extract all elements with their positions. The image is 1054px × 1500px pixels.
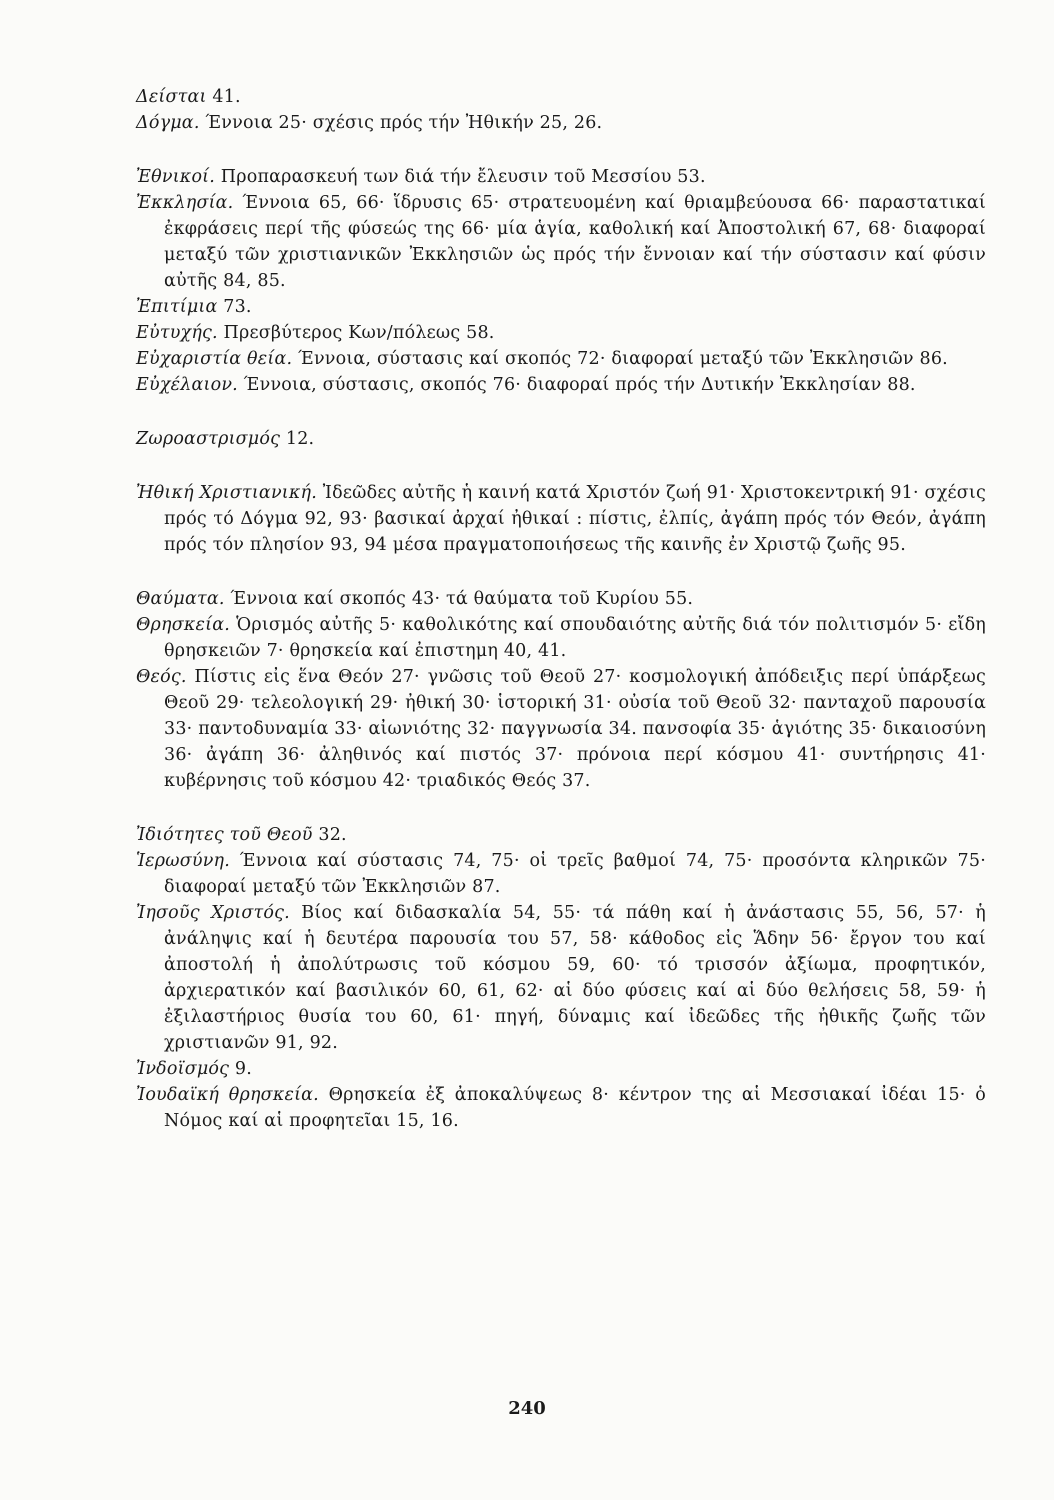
- entry-heading: Θεός.: [136, 667, 187, 687]
- index-entry: [136, 164, 986, 190]
- index-entry: [136, 1082, 986, 1134]
- entry-heading: Ἱερωσύνη.: [136, 851, 230, 871]
- entry-heading: Ἐπιτίμια: [136, 297, 218, 317]
- entry-text: Έννοια 65, 66· ἵδρυσις 65· στρατευομένη καί θριαμβεύουσα 66· παραστατικαί ἐκφράσεις περί τῆς φύσεώς της 66· μία ἁγία, καθολική καί Ἀποστολική 67, 68· διαφοραί μεταξύ τῶν χριστιανικῶν Ἐκκλησιῶν ὡς πρός τήν ἔννοιαν καί τήν σύστασιν καί φύσιν αὐτῆς 84, 85.: [164, 193, 986, 291]
- index-entry: [136, 480, 986, 558]
- entry-text: Θρησκεία ἐξ ἀποκαλύψεως 8· κέντρον της αἱ Μεσσιακαί ἰδέαι 15· ὁ Νόμος καί αἱ προφητεῖαι 15, 16.: [164, 1085, 987, 1131]
- entry-text: Έννοια 25· σχέσις πρός τήν Ἠθικήν 25, 26.: [199, 113, 603, 133]
- entry-heading: Δείσται: [136, 87, 207, 107]
- entry-heading: Θαύματα.: [136, 589, 225, 609]
- index-entry: [136, 1056, 986, 1082]
- entry-text: Πρεσβύτερος Κων/πόλεως 58.: [217, 323, 495, 343]
- entry-text: Ἰδεῶδες αὐτῆς ἡ καινή κατά Χριστόν ζωή 91· Χριστοκεντρική 91· σχέσις πρός τό Δόγμα 92, 93· βασικαί ἀρχαί ἠθικαί : πίστις, ἐλπίς, ἀγάπη πρός τόν Θεόν, ἀγάπη πρός τόν πλησίον 93, 94 μέσα πραγματοποιήσεως τῆς καινῆς ἐν Χριστῷ ζωῆς 95.: [164, 483, 986, 555]
- entry-text: Έννοια, σύστασις, σκοπός 76· διαφοραί πρός τήν Δυτικήν Ἐκκλησίαν 88.: [237, 375, 916, 395]
- entry-text: Έννοια, σύστασις καί σκοπός 72· διαφοραί μεταξύ τῶν Ἐκκλησιῶν 86.: [292, 349, 948, 369]
- index-entry: [136, 822, 986, 848]
- entry-text: 12.: [280, 429, 315, 449]
- entry-heading: Δόγμα.: [136, 113, 200, 133]
- index-entry: [136, 426, 986, 452]
- entry-text: Προπαρασκευή των διά τήν ἔλευσιν τοῦ Μεσσίου 53.: [215, 167, 706, 187]
- entry-text: 41.: [206, 87, 241, 107]
- entry-heading: Εὐχαριστία θεία.: [136, 349, 293, 369]
- index-entry: [136, 294, 986, 320]
- entry-text: 32.: [312, 825, 347, 845]
- entry-heading: Ἰησοῦς Χριστός.: [136, 903, 290, 923]
- entry-heading: Εὐτυχής.: [136, 323, 218, 343]
- entry-text: Ὁρισμός αὐτῆς 5· καθολικότης καί σπουδαιότης αὐτῆς διά τόν πολιτισμόν 5· εἴδη θρησκειῶν 7· θρησκεία καί ἐπιστημη 40, 41.: [164, 615, 986, 661]
- entry-text: 73.: [217, 297, 252, 317]
- index-entry: [136, 612, 986, 664]
- index-entry: [136, 664, 986, 794]
- entry-text: Έννοια καί σύστασις 74, 75· οἱ τρεῖς βαθμοί 74, 75· προσόντα κληρικῶν 75· διαφοραί μεταξύ τῶν Ἐκκλησιῶν 87.: [164, 851, 986, 897]
- index-entries: [136, 84, 986, 1134]
- entry-heading: Ἰνδοϊσμός: [136, 1059, 230, 1079]
- entry-text: Έννοια καί σκοπός 43· τά θαύματα τοῦ Κυρίου 55.: [224, 589, 694, 609]
- entry-heading: Ἠθική Χριστιανική.: [136, 483, 317, 503]
- entry-text: 9.: [229, 1059, 253, 1079]
- index-entry: [136, 586, 986, 612]
- index-entry: [136, 848, 986, 900]
- index-entry: [136, 190, 986, 294]
- entry-heading: Ἐκκλησία.: [136, 193, 234, 213]
- index-entry: [136, 372, 986, 398]
- index-entry: [136, 320, 986, 346]
- entry-text: Βίος καί διδασκαλία 54, 55· τά πάθη καί ἡ ἀνάστασις 55, 56, 57· ἡ ἀνάληψις καί ἡ δευτέρα παρουσία του 57, 58· κάθοδος εἰς Ἅδην 56· ἔργον του καί ἀποστολή ἡ ἀπολύτρωσις τοῦ κόσμου 59, 60· τό τρισσόν ἀξίωμα, προφητικόν, ἀρχιερατικόν καί βασιλικόν 60, 61, 62· αἱ δύο φύσεις καί αἱ δύο θελήσεις 58, 59· ἡ ἐξιλαστήριος θυσία του 60, 61· πηγή, δύναμις καί ἰδεῶδες τῆς ἠθικῆς ζωῆς τῶν χριστιανῶν 91, 92.: [164, 903, 986, 1053]
- index-entry: [136, 900, 986, 1056]
- page-number: 240: [508, 1398, 546, 1419]
- entry-heading: Θρησκεία.: [136, 615, 230, 635]
- entry-heading: Ἰουδαϊκή θρησκεία.: [136, 1085, 319, 1105]
- entry-text: Πίστις εἰς ἕνα Θεόν 27· γνῶσις τοῦ Θεοῦ 27· κοσμολογική ἀπόδειξις περί ὑπάρξεως Θεοῦ 29· τελεολογική 29· ἠθική 30· ἱστορική 31· οὐσία τοῦ Θεοῦ 32· πανταχοῦ παρουσία 33· παντοδυναμία 33· αἰωνιότης 32· παγγνωσία 34. πανσοφία 35· ἁγιότης 35· δικαιοσύνη 36· ἀγάπη 36· ἀληθινός καί πιστός 37· πρόνοια περί κόσμου 41· συντήρησις 41· κυβέρνησις τοῦ κόσμου 42· τριαδικός Θεός 37.: [164, 667, 986, 791]
- index-entry: [136, 84, 986, 110]
- entry-heading: Ἐθνικοί.: [136, 167, 215, 187]
- entry-heading: Ἰδιότητες τοῦ Θεοῦ: [136, 825, 313, 845]
- entry-heading: Εὐχέλαιον.: [136, 375, 238, 395]
- index-entry: [136, 346, 986, 372]
- index-entry: [136, 110, 986, 136]
- entry-heading: Ζωροαστρισμός: [136, 429, 281, 449]
